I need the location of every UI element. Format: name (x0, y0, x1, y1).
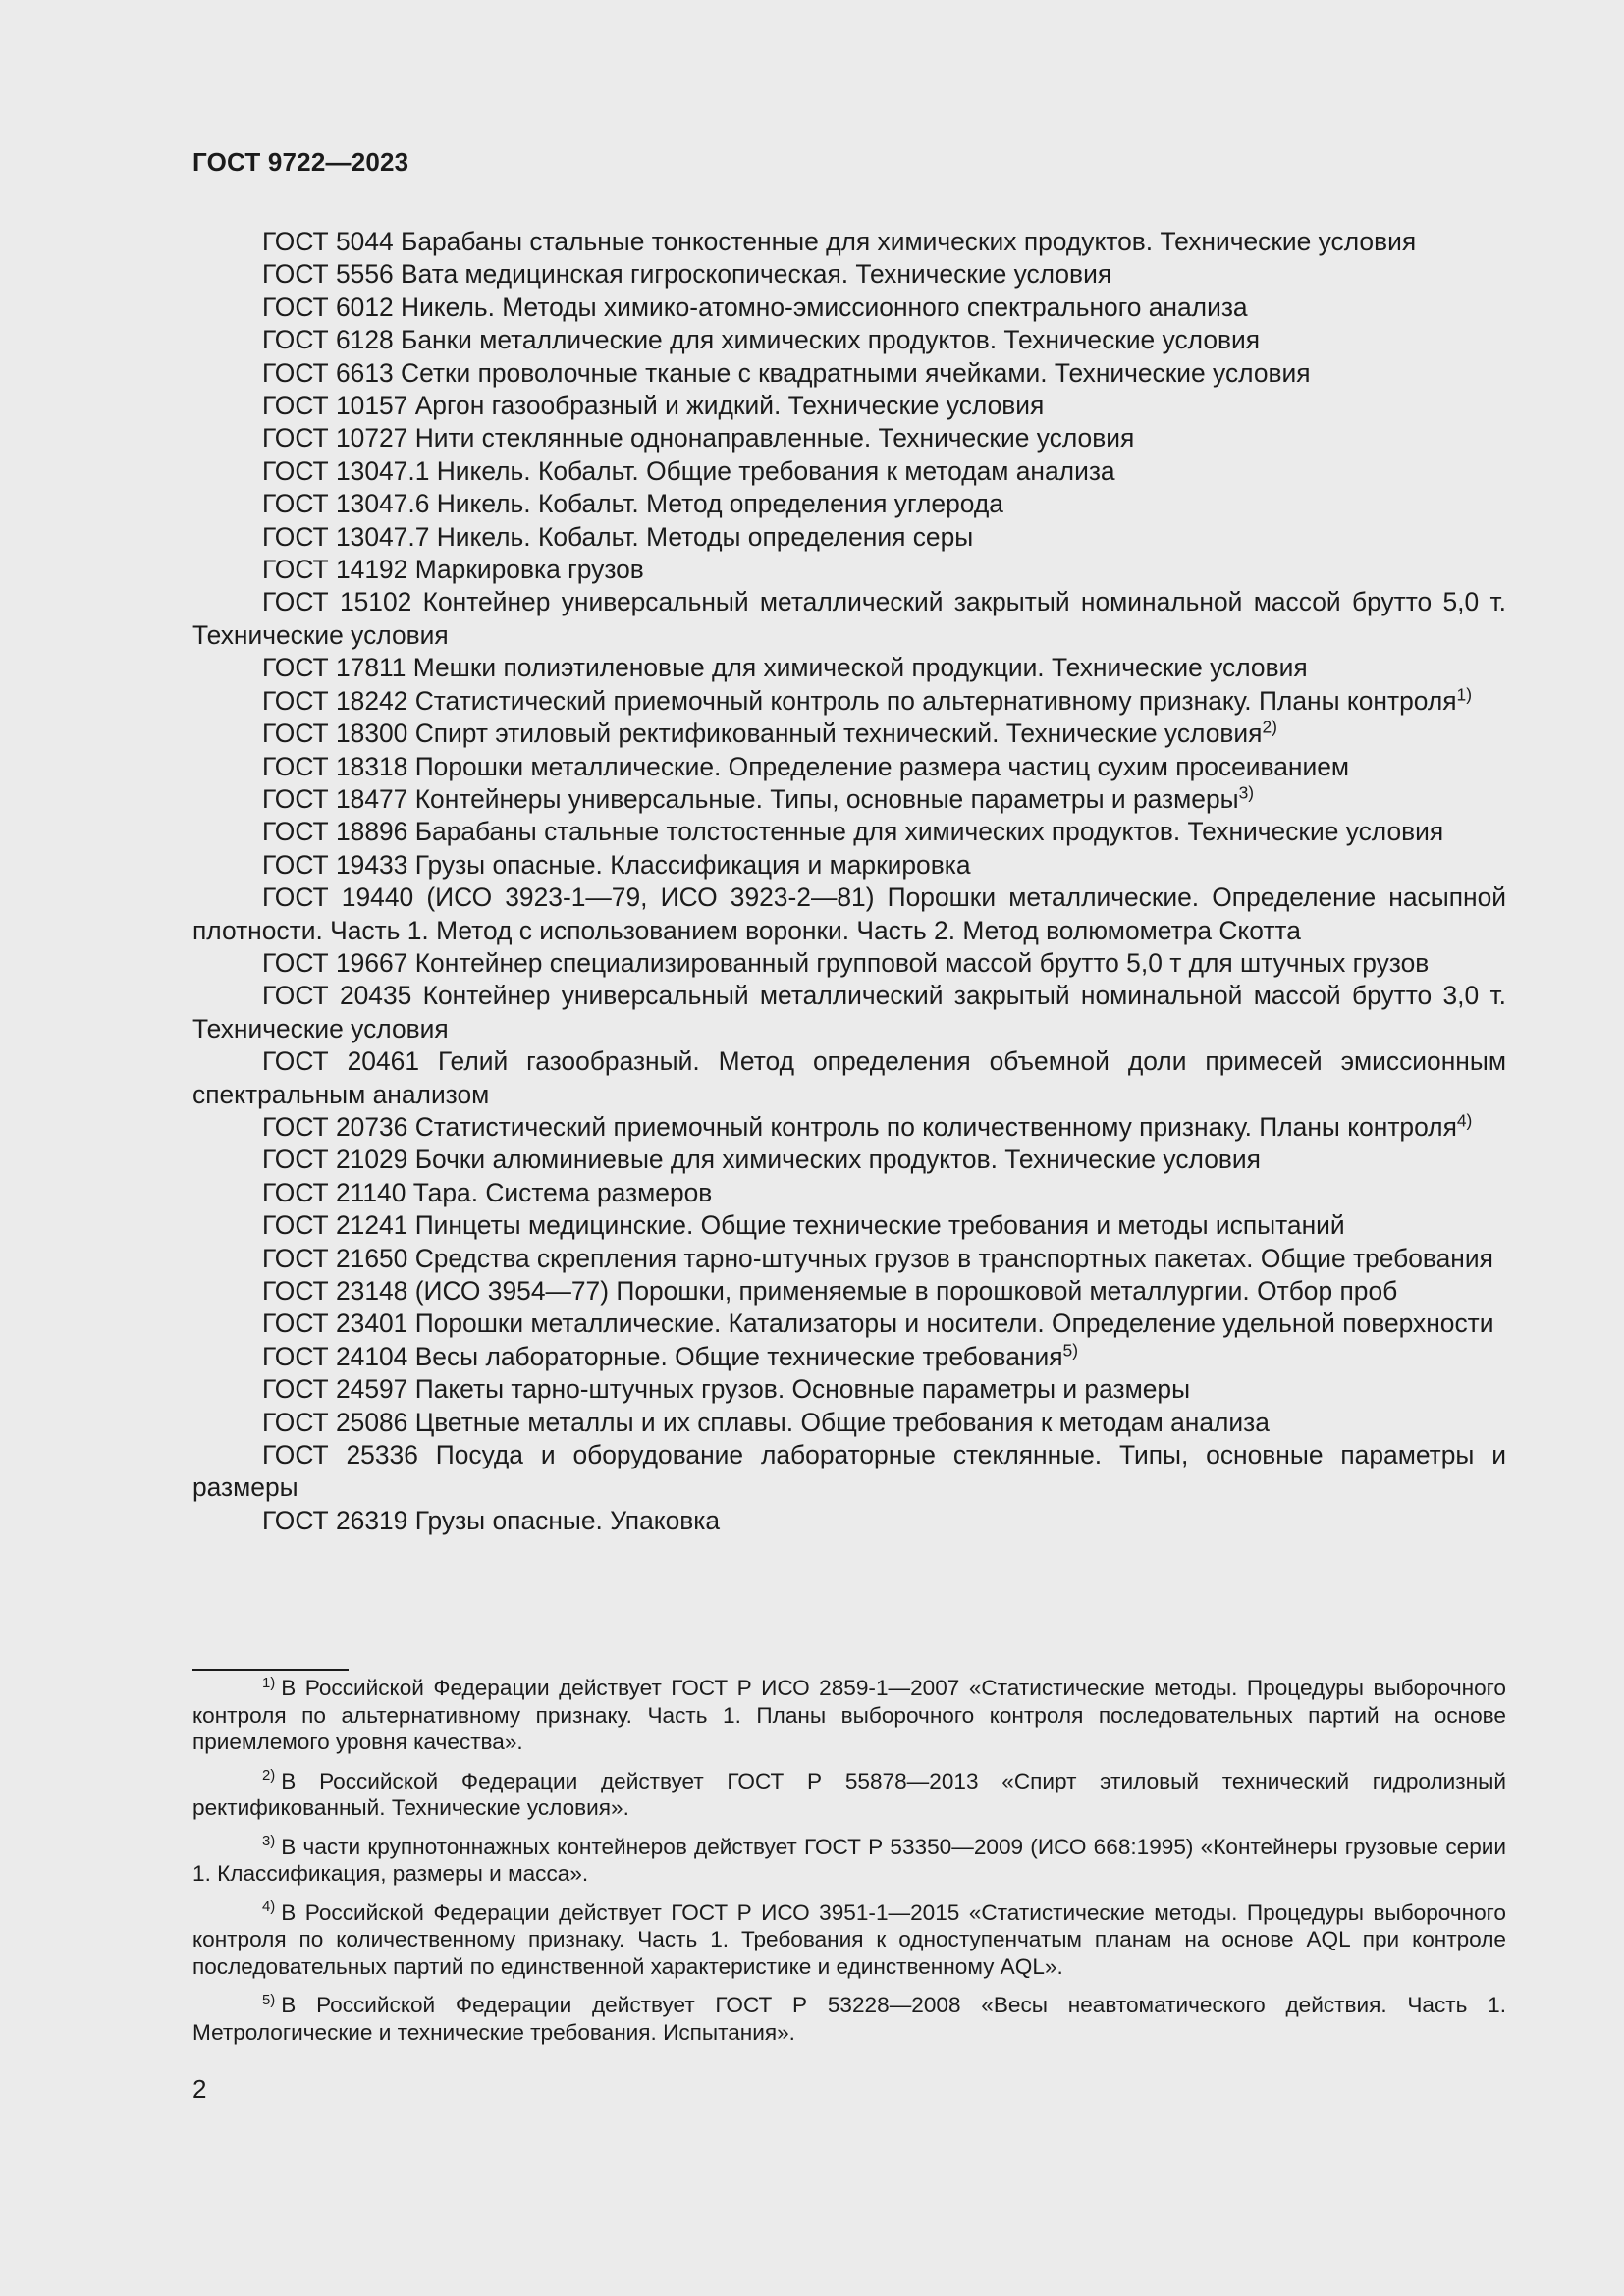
footnote: $^{5)}$ В Российской Федерации действует ГОСТ Р 53228—2008 «Весы неавтоматического действия. Часть 1. Метрологические и технические требования. Испытания». (192, 1992, 1506, 2045)
reference-item: ГОСТ 13047.6 Никель. Кобальт. Метод определения углерода (262, 489, 1003, 519)
reference-item: ГОСТ 25086 Цветные металлы и их сплавы. Общие требования к методам анализа (262, 1407, 1270, 1437)
reference-item: ГОСТ 15102 Контейнер универсальный металлический закрытый номинальной массой брутто 5,0 т. Технические условия (192, 587, 1506, 650)
reference-item: ГОСТ 5556 Вата медицинская гигроскопическая. Технические условия (262, 259, 1112, 290)
footnote: $^{3)}$ В части крупнотоннажных контейнеров действует ГОСТ Р 53350—2009 (ИСО 668:1995) «Контейнеры грузовые серии 1. Классификация, размеры и масса». (192, 1834, 1506, 1886)
footnote: $^{1)}$ В Российской Федерации действует ГОСТ Р ИСО 2859-1—2007 «Статистические методы. Процедуры выборочного контроля по альтернативному признаку. Часть 1. Планы выборочного контроля последовательных партий на основе приемлемого уровня качества». (192, 1675, 1506, 1754)
footnote-mark: 4) (262, 1899, 276, 1916)
page-number: 2 (192, 2074, 207, 2104)
reference-item: ГОСТ 13047.7 Никель. Кобальт. Методы определения серы (262, 521, 974, 552)
footnote-ref[interactable]: 3) (1238, 782, 1255, 803)
footnote-ref[interactable]: 4) (1456, 1110, 1473, 1131)
reference-item: ГОСТ 18896 Барабаны стальные толстостенные для химических продуктов. Технические условия (262, 817, 1444, 847)
reference-item: ГОСТ 18477 Контейнеры универсальные. Типы, основные параметры и размеры$^{3)}$ (262, 782, 1255, 814)
reference-item: ГОСТ 23401 Порошки металлические. Катализаторы и носители. Определение удельной поверхности (262, 1308, 1494, 1339)
reference-item: ГОСТ 17811 Мешки полиэтиленовые для химической продукции. Технические условия (262, 653, 1308, 683)
reference-item: ГОСТ 21140 Тара. Система размеров (262, 1177, 713, 1207)
reference-item: ГОСТ 19440 (ИСО 3923-1—79, ИСО 3923-2—81) Порошки металлические. Определение насыпной плотности. Часть 1. Метод с использованием воронки. Часть 2. Метод волюмометра Скотта (192, 882, 1506, 945)
footnote-mark: 5) (262, 1992, 276, 2008)
normative-references-list (192, 226, 1506, 1537)
reference-item: ГОСТ 14192 Маркировка грузов (262, 555, 644, 585)
reference-item: ГОСТ 20435 Контейнер универсальный металлический закрытый номинальной массой брутто 3,0 т. Технические условия (192, 981, 1506, 1043)
reference-item: ГОСТ 23148 (ИСО 3954—77) Порошки, применяемые в порошковой металлургии. Отбор проб (262, 1276, 1398, 1306)
reference-item: ГОСТ 24104 Весы лабораторные. Общие технические требования$^{5)}$ (262, 1340, 1078, 1371)
reference-item: ГОСТ 24597 Пакеты тарно-штучных грузов. Основные параметры и размеры (262, 1374, 1191, 1405)
reference-item: ГОСТ 26319 Грузы опасные. Упаковка (262, 1505, 721, 1535)
reference-item: ГОСТ 18242 Статистический приемочный контроль по альтернативному признаку. Планы контроля$^{1)}$ (262, 684, 1473, 716)
reference-item: ГОСТ 6613 Сетки проволочные тканые с квадратными ячейками. Технические условия (262, 357, 1311, 388)
reference-item: ГОСТ 25336 Посуда и оборудование лабораторные стеклянные. Типы, основные параметры и размеры (192, 1440, 1506, 1503)
reference-item: ГОСТ 18300 Спирт этиловый ректификованный технический. Технические условия$^{2)}$ (262, 717, 1277, 749)
reference-item: ГОСТ 21650 Средства скрепления тарно-штучных грузов в транспортных пакетах. Общие требования (262, 1243, 1493, 1273)
reference-item: ГОСТ 6128 Банки металлические для химических продуктов. Технические условия (262, 325, 1261, 355)
footnote-mark: 2) (262, 1768, 276, 1785)
reference-item: ГОСТ 21241 Пинцеты медицинские. Общие технические требования и методы испытаний (262, 1210, 1345, 1241)
footnotes (192, 1675, 1506, 2057)
reference-item: ГОСТ 5044 Барабаны стальные тонкостенные для химических продуктов. Технические условия (262, 227, 1417, 256)
footnote-mark: 1) (262, 1675, 276, 1691)
footnote-ref[interactable]: 5) (1062, 1340, 1078, 1361)
document-header: ГОСТ 9722—2023 (192, 147, 409, 177)
footnote-ref[interactable]: 2) (1262, 717, 1277, 737)
footnote: $^{4)}$ В Российской Федерации действует ГОСТ Р ИСО 3951-1—2015 «Статистические методы. Процедуры выборочного контроля по количественному признаку. Часть 1. Требования к одноступенчатым планам на основе AQL при контроле последовательных партий по единственной характеристике и единственному AQL». (192, 1899, 1506, 1979)
reference-item: ГОСТ 18318 Порошки металлические. Определение размера частиц сухим просеиванием (262, 751, 1350, 781)
reference-item: ГОСТ 13047.1 Никель. Кобальт. Общие требования к методам анализа (262, 455, 1115, 486)
footnote-separator (192, 1669, 349, 1671)
reference-item: ГОСТ 10727 Нити стеклянные однонаправленные. Технические условия (262, 423, 1135, 454)
footnote-ref[interactable]: 1) (1456, 684, 1473, 705)
reference-item: ГОСТ 10157 Аргон газообразный и жидкий. Технические условия (262, 391, 1045, 421)
footnote-mark: 3) (262, 1834, 276, 1850)
reference-item: ГОСТ 21029 Бочки алюминиевые для химических продуктов. Технические условия (262, 1145, 1261, 1175)
footnote: $^{2)}$ В Российской Федерации действует ГОСТ Р 55878—2013 «Спирт этиловый технический гидролизный ректификованный. Технические условия». (192, 1768, 1506, 1820)
reference-item: ГОСТ 19667 Контейнер специализированный групповой массой брутто 5,0 т для штучных грузов (262, 947, 1430, 978)
reference-item: ГОСТ 20461 Гелий газообразный. Метод определения объемной доли примесей эмиссионным спектральным анализом (192, 1046, 1506, 1109)
reference-item: ГОСТ 19433 Грузы опасные. Классификация и маркировка (262, 849, 971, 880)
reference-item: ГОСТ 6012 Никель. Методы химико-атомно-эмиссионного спектрального анализа (262, 292, 1248, 322)
reference-item: ГОСТ 20736 Статистический приемочный контроль по количественному признаку. Планы контроля$^{4)}$ (262, 1110, 1473, 1142)
